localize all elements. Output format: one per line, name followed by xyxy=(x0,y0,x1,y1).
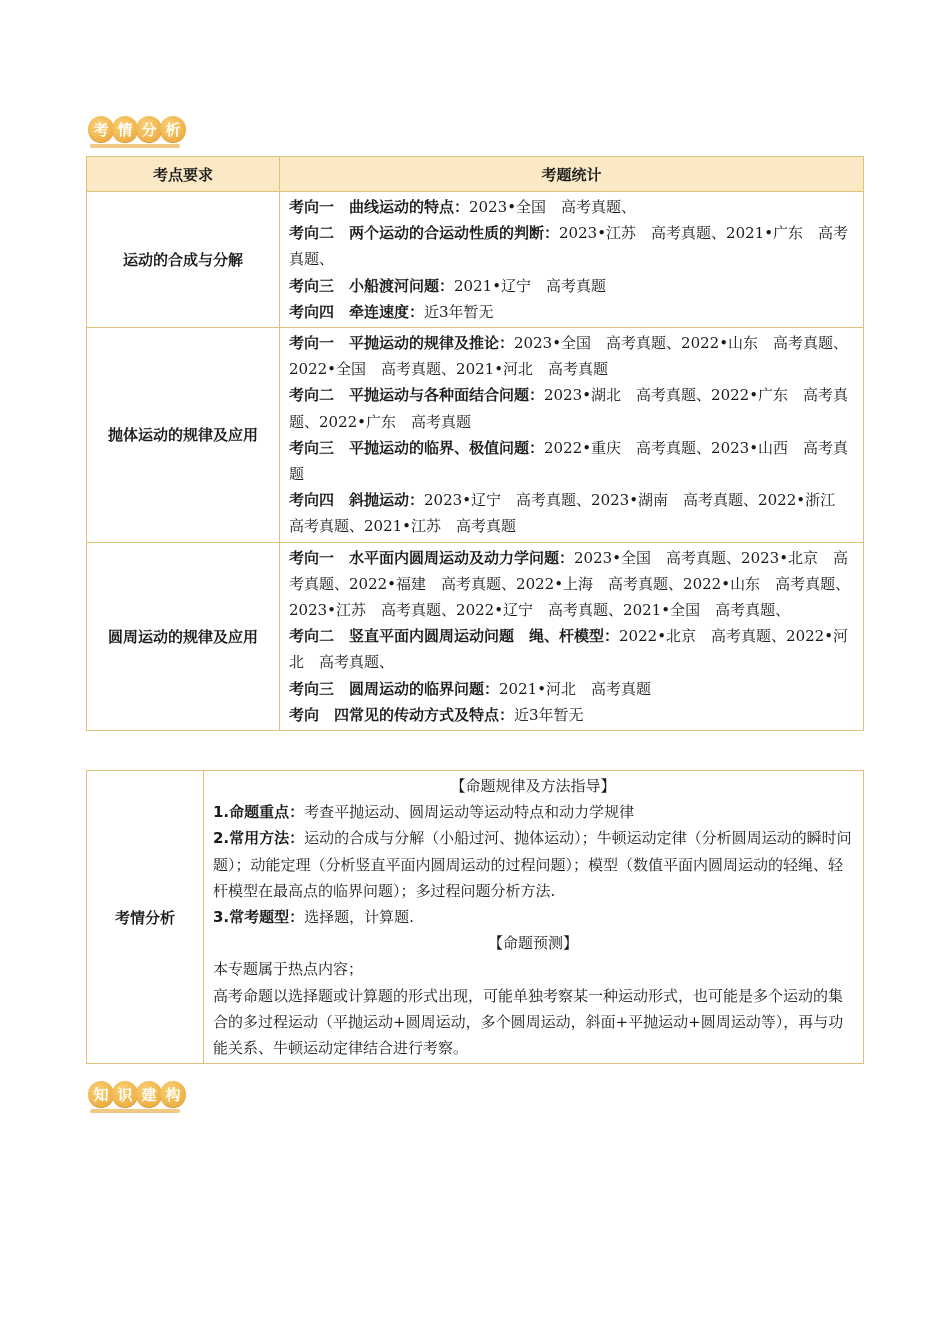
analysis-table xyxy=(86,770,864,1064)
items-cell xyxy=(280,328,864,543)
list-item: 考向一 曲线运动的特点：2023•全国 高考真题、 xyxy=(289,198,637,216)
list-item: 考向一 水平面内圆周运动及动力学问题：2023•全国 高考真题、2023•北京 高考真题、2022•福建 高考真题、2022•上海 高考真题、2022•山东 高考真题、2023•江苏 高考真题、2022•辽宁 高考真题、2021•全国 高考真题、 xyxy=(289,548,851,620)
table-row xyxy=(87,192,864,328)
table-row xyxy=(87,771,864,1064)
items-cell xyxy=(280,192,864,328)
list-item: 考向三 平抛运动的临界、极值问题：2022•重庆 高考真题、2023•山西 高考真题 xyxy=(289,438,849,484)
analysis-label: 考情分析 xyxy=(87,771,204,1064)
list-item: 考向二 两个运动的合运动性质的判断：2023•江苏 高考真题、2021•广东 高考真题、 xyxy=(289,224,849,269)
list-item: 考向 四常见的传动方式及特点：近3年暂无 xyxy=(289,705,584,724)
badge-char: 情 xyxy=(112,116,138,142)
list-item: 考向四 斜抛运动：2023•辽宁 高考真题、2023•湖南 高考真题、2022•浙江 高考真题、2021•江苏 高考真题 xyxy=(289,491,851,536)
badge-char: 构 xyxy=(160,1081,186,1107)
section-badge-analysis xyxy=(88,116,184,142)
header-statistics: 考题统计 xyxy=(280,157,864,192)
point-item: 3.常考题型：选择题，计算题. xyxy=(213,908,414,927)
badge-char: 知 xyxy=(88,1081,114,1107)
badge-char: 分 xyxy=(136,116,162,142)
forecast-line: 本专题属于热点内容； xyxy=(213,960,364,979)
requirement-cell: 运动的合成与分解 xyxy=(87,192,280,328)
point-item: 2.常用方法：运动的合成与分解（小船过河、抛体运动）；牛顿运动定律（分析圆周运动的瞬时问题）；动能定理（分析竖直平面内圆周运动的过程问题）；模型（数值平面内圆周运动的轻绳、轻杆模型在最高点的临界问题）；多过程问题分析方法. xyxy=(213,829,852,900)
table-row xyxy=(87,542,864,730)
badge-char: 考 xyxy=(88,116,114,142)
list-item: 考向二 竖直平面内圆周运动问题 绳、杆模型：2022•北京 高考真题、2022•河北 高考真题、 xyxy=(289,627,849,672)
forecast-title: 【命题预测】 xyxy=(487,934,578,953)
list-item: 考向一 平抛运动的规律及推论：2023•全国 高考真题、2022•山东 高考真题、2022•全国 高考真题、2021•河北 高考真题 xyxy=(289,334,849,379)
exam-statistics-table xyxy=(86,156,864,731)
header-requirement: 考点要求 xyxy=(87,157,280,192)
forecast-line: 高考命题以选择题或计算题的形式出现，可能单独考察某一种运动形式，也可能是多个运动的集合的多过程运动（平抛运动+圆周运动，多个圆周运动，斜面+平抛运动+圆周运动等），再与功能关系、牛顿运动定律结合进行考察。 xyxy=(213,986,844,1058)
list-item: 考向三 小船渡河问题：2021•辽宁 高考真题 xyxy=(289,276,607,295)
list-item: 考向四 牵连速度：近3年暂无 xyxy=(289,302,494,321)
list-item: 考向三 圆周运动的临界问题：2021•河北 高考真题 xyxy=(289,679,652,698)
list-item: 考向二 平抛运动与各种面结合问题：2023•湖北 高考真题、2022•广东 高考真题、2022•广东 高考真题 xyxy=(289,386,849,431)
badge-char: 建 xyxy=(136,1081,162,1107)
requirement-cell: 抛体运动的规律及应用 xyxy=(87,328,280,543)
section-badge-knowledge xyxy=(88,1081,184,1107)
table-header-row xyxy=(87,157,864,192)
badge-underline xyxy=(90,1109,180,1113)
badge-underline xyxy=(90,144,180,148)
table-row xyxy=(87,328,864,543)
requirement-cell: 圆周运动的规律及应用 xyxy=(87,542,280,730)
items-cell xyxy=(280,542,864,730)
analysis-body xyxy=(204,771,864,1064)
badge-char: 析 xyxy=(160,116,186,142)
guide-title: 【命题规律及方法指导】 xyxy=(450,777,616,795)
badge-char: 识 xyxy=(112,1081,138,1107)
point-item: 1.命题重点：考查平抛运动、圆周运动等运动特点和动力学规律 xyxy=(213,803,635,822)
